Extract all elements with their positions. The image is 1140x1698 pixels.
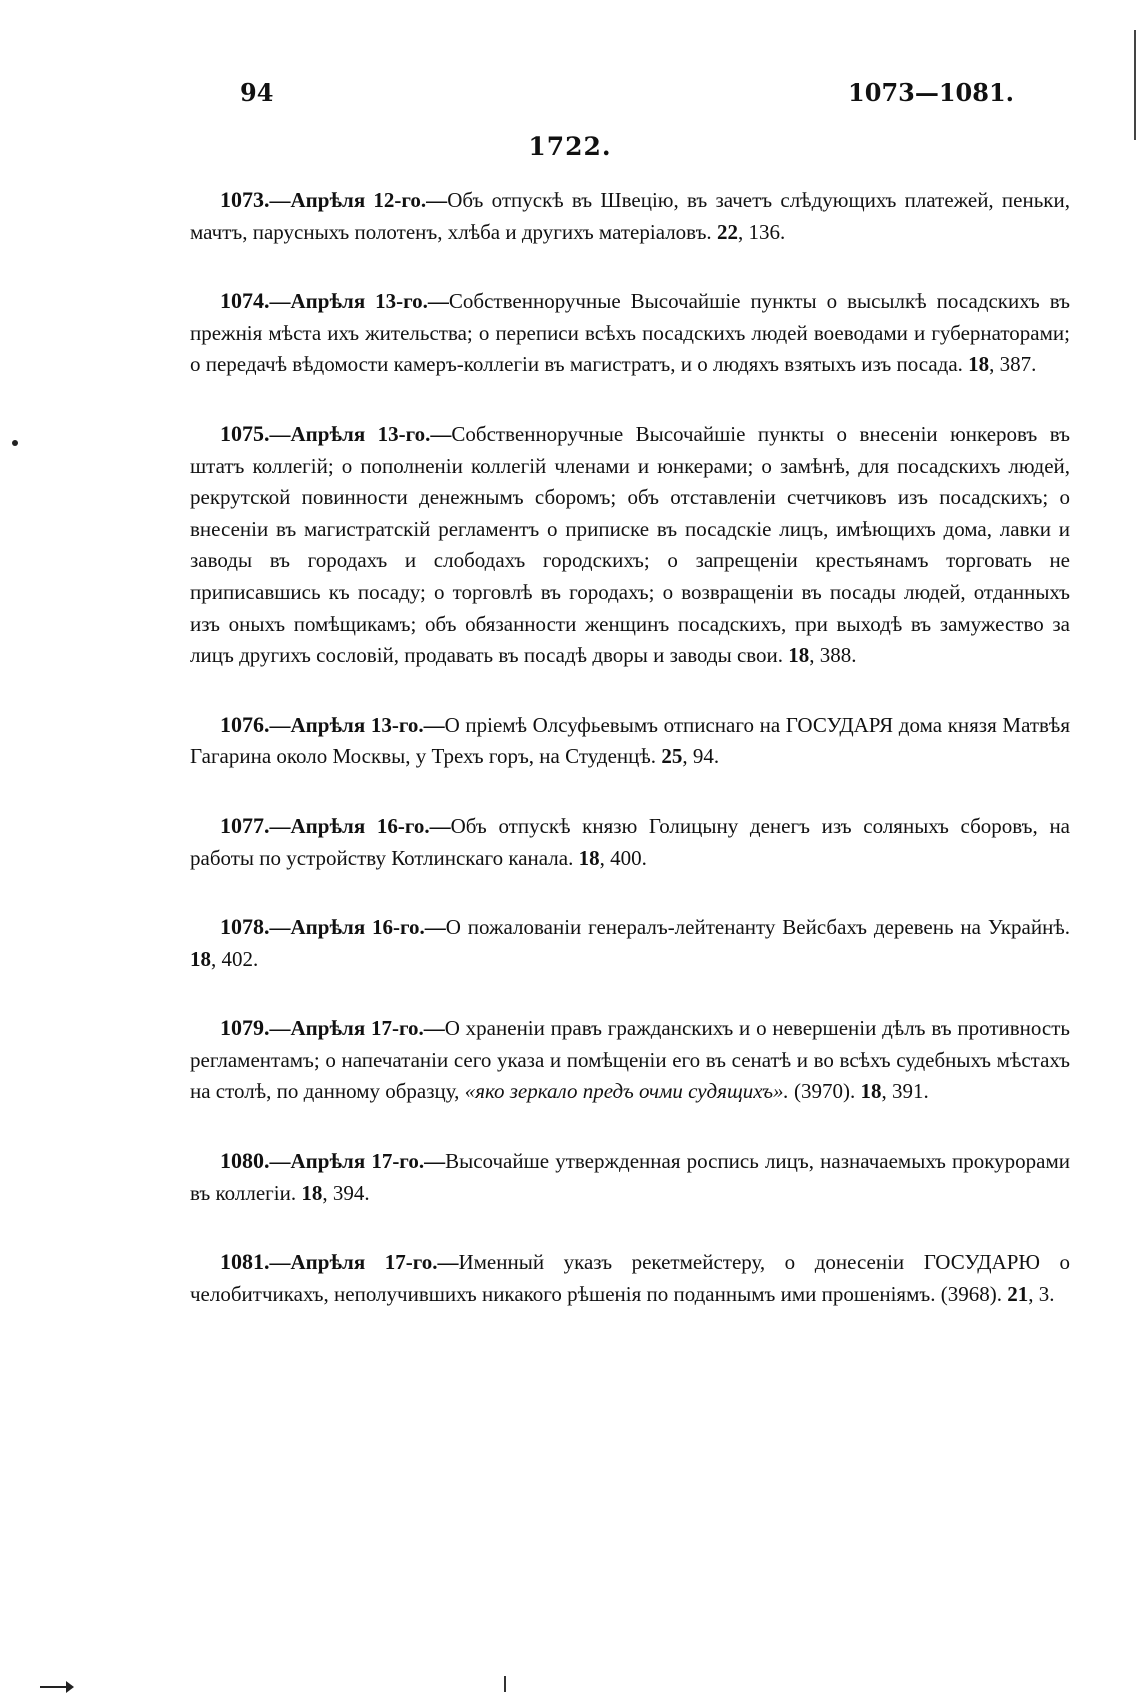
entry-text: Высочайше утвержденная роспись лицъ, назначаемыхъ прокурорами въ коллегіи.	[190, 1149, 1070, 1205]
entry-number: 1081.	[220, 1249, 270, 1275]
entry-number: 1080.	[220, 1148, 270, 1174]
entry-number: 1078.	[220, 914, 270, 940]
entry-date: —Апрѣля 17-го.—	[269, 1016, 445, 1041]
entry-page: , 391.	[881, 1079, 929, 1104]
entry-volume: 25	[661, 744, 683, 769]
entry-page: , 387.	[989, 352, 1037, 377]
entry-page: , 400.	[599, 845, 647, 870]
entry-text: О пріемѣ Олсуфьевымъ отписнаго на ГОСУДАРЯ дома князя Матвѣя Гагарина около Москвы, у Трехъ горъ, на Студенцѣ.	[190, 712, 1070, 769]
entry-text: Объ отпускѣ князю Голицыну денегъ изъ соляныхъ сборовъ, на работы по устройству Котлинскаго канала.	[190, 813, 1070, 870]
entry-date: —Апрѣля 16-го.—	[269, 813, 451, 838]
entry-volume: 18	[788, 643, 810, 668]
entry-page: , 402.	[211, 946, 259, 971]
scan-edge-line	[1134, 30, 1136, 140]
entry-text: О храненіи правъ гражданскихъ и о невершеніи дѣлъ въ противность регламентамъ; о напечатаніи сего указа и помѣщеніи его въ сенатѣ и во всѣхъ судебныхъ мѣстахъ на столѣ, по данному образцу,	[190, 1016, 1070, 1104]
margin-dot	[12, 440, 18, 446]
entry-date: —Апрѣля 12-го.—	[269, 188, 448, 212]
year-heading: 1722.	[528, 132, 612, 161]
entry-reference: (3970).	[788, 1079, 856, 1104]
entry-page: , 94.	[682, 744, 720, 769]
entry-text: Собственноручные Высочайшіе пункты о внесеніи юнкеровъ въ штатъ коллегій; о пополненіи коллегій членами и юнкерами; о замѣнѣ, для посадскихъ людей, рекрутской повинности денежнымъ сборомъ; объ отставленіи счетчиковъ изъ посадскихъ; о внесеніи въ магистратскій регламентъ о приписке въ посадскіе лицъ, имѣющихъ дома, лавки и заводы въ городахъ и слободахъ городскихъ; о запрещеніи крестьянамъ торговать не приписавшись къ посаду; о торговлѣ въ городахъ; о возвращеніи въ посады людей, отданныхъ изъ оныхъ помѣщикамъ; объ обязанности женщинъ посадскихъ, при выходѣ въ замужество за лицъ другихъ сословій, продавать въ посадѣ дворы и заводы свои.	[190, 421, 1070, 668]
entry	[190, 709, 1070, 773]
entry-date: —Апрѣля 13-го.—	[269, 712, 445, 737]
entry-number: 1077.	[220, 812, 270, 838]
entry-date: —Апрѣля 16-го.—	[269, 915, 446, 940]
entry	[190, 911, 1070, 975]
entry	[190, 1145, 1070, 1209]
page-number: 94	[240, 78, 274, 107]
entry-number: 1074.	[220, 288, 270, 314]
entry-volume: 22	[716, 219, 738, 244]
entry-volume: 18	[860, 1079, 882, 1104]
entry-volume: 18	[968, 352, 990, 377]
entry-number: 1073.	[220, 187, 270, 212]
entries-list	[190, 184, 1070, 1347]
entry-page: , 136.	[737, 219, 786, 244]
entry-number: 1079.	[220, 1015, 270, 1041]
entry	[190, 1012, 1070, 1108]
entry-date: —Апрѣля 13-го.—	[269, 421, 452, 446]
entry-date: —Апрѣля 13-го.—	[269, 289, 449, 314]
entry-text: Объ отпускѣ въ Швецію, въ зачетъ слѣдующихъ платежей, пеньки, мачтъ, парусныхъ полотенъ, хлѣба и другихъ матеріаловъ.	[190, 188, 1070, 244]
entry-text: О пожалованіи генералъ-лейтенанту Вейсбахъ деревень на Украйнѣ.	[445, 915, 1070, 940]
entry-page: , 394.	[322, 1180, 370, 1205]
entry-range: 1073—1081.	[848, 78, 1014, 107]
entry	[190, 810, 1070, 874]
scan-tick-mark	[504, 1676, 506, 1692]
entry	[190, 285, 1070, 381]
page-header	[240, 78, 1030, 118]
entry-page: , 3.	[1028, 1281, 1055, 1306]
entry-text: Собственноручные Высочайшіе пункты о высылкѣ посадскихъ въ прежнія мѣста ихъ жительства; о переписи всѣхъ посадскихъ людей воеводами и губернаторами; о передачѣ вѣдомости камеръ-коллегіи въ магистратъ, и о людяхъ взятыхъ изъ посада.	[190, 289, 1070, 377]
entry-page: , 388.	[809, 643, 857, 668]
entry	[190, 418, 1070, 672]
entry-number: 1075.	[220, 420, 270, 446]
entry-volume: 21	[1007, 1281, 1029, 1306]
entry-volume: 18	[301, 1180, 323, 1205]
scan-arrow-mark	[40, 1686, 68, 1688]
entry	[190, 1246, 1070, 1310]
entry-volume: 18	[578, 845, 600, 870]
entry-date: —Апрѣля 17-го.—	[269, 1250, 459, 1275]
entry	[190, 184, 1070, 248]
entry-number: 1076.	[220, 711, 270, 737]
entry-quote: «яко зеркало предъ очми судящихъ».	[464, 1079, 789, 1104]
entry-text: Именный указъ рекетмейстеру, о донесеніи ГОСУДАРЮ о челобитчикахъ, неполучившихъ никакого рѣшенія по поданнымъ ими прошеніямъ. (3968).	[190, 1250, 1070, 1306]
entry-date: —Апрѣля 17-го.—	[269, 1149, 446, 1174]
entry-volume: 18	[190, 946, 211, 971]
